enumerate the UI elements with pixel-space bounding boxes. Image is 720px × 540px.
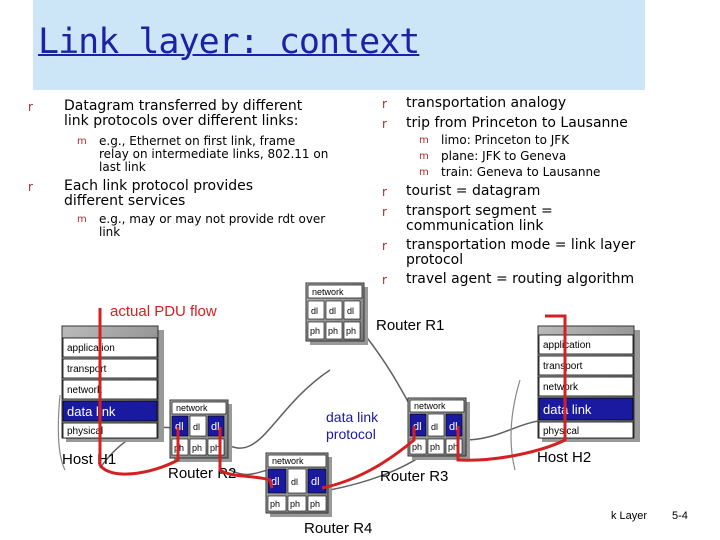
slide-title: Link layer: context [38, 22, 420, 62]
right-sub-1: limo: Princeton to JFK [441, 133, 570, 147]
right-bullet-3: tourist = datagram [406, 183, 541, 199]
h1-network-label: network [67, 385, 103, 396]
data-link-protocol-label-2: protocol [326, 426, 376, 442]
data-link-protocol-label-1: data link [326, 409, 379, 425]
footer-page: 5-4 [672, 510, 688, 522]
sub-marker: m [77, 214, 87, 225]
bullet-marker: r [382, 273, 387, 287]
bullet-marker: r [382, 117, 387, 131]
r2-dl-2: dl [193, 422, 201, 432]
right-bullet-4-line-1: transport segment = [406, 203, 553, 219]
r2-dl-3: dl [211, 421, 220, 433]
right-bullet-2: trip from Princeton to Lausanne [406, 115, 628, 131]
r4-ph-3: ph [310, 499, 321, 509]
h2-physical-label: physical [543, 426, 580, 437]
r1-ph-3: ph [346, 326, 357, 336]
right-bullet-4-line-2: communication link [406, 218, 544, 234]
r1-dl-2: dl [329, 306, 337, 316]
r3-ph-2: ph [430, 442, 441, 452]
r2-ph-3: ph [210, 443, 221, 453]
r2-ph-1: ph [174, 443, 185, 453]
r4-label: Router R4 [304, 520, 373, 537]
r1-ph-2: ph [328, 326, 339, 336]
r4-dl-3: dl [311, 476, 320, 488]
bullet-marker: r [382, 239, 387, 253]
r2-dl-1: dl [175, 421, 184, 433]
r3-network-label: network [414, 401, 446, 411]
router-r1 [306, 283, 444, 345]
right-bullet-5-line-2: protocol [406, 252, 464, 268]
left-sub-2-line-2: link [99, 225, 121, 239]
h1-application-label: application [67, 343, 115, 354]
h2-datalink-label: data link [543, 402, 592, 417]
r3-dl-3: dl [449, 421, 458, 433]
r3-dl-1: dl [413, 421, 422, 433]
left-sub-1-line-1: e.g., Ethernet on first link, frame [99, 134, 296, 148]
bullet-marker: r [28, 180, 33, 194]
r4-ph-2: ph [290, 499, 301, 509]
h2-label: Host H2 [537, 449, 592, 466]
right-sub-2: plane: JFK to Geneva [441, 149, 567, 163]
h1-physical-label: physical [67, 426, 104, 437]
sub-marker: m [419, 135, 429, 146]
left-bullet-1-line-1: Datagram transferred by different [64, 98, 303, 114]
sub-marker: m [419, 151, 429, 162]
r2-ph-2: ph [192, 443, 203, 453]
bullet-marker: r [382, 185, 387, 199]
r3-ph-3: ph [448, 442, 459, 452]
r4-ph-1: ph [270, 499, 281, 509]
r1-ph-1: ph [310, 326, 321, 336]
router-r4 [266, 453, 372, 537]
r1-label: Router R1 [376, 317, 445, 334]
left-bullet-2-line-2: different services [64, 193, 186, 209]
r4-dl-1: dl [271, 476, 280, 488]
h1-label: Host H1 [62, 451, 117, 468]
r3-label: Router R3 [380, 468, 449, 485]
h1-transport-label: transport [67, 364, 107, 375]
bullet-marker: r [382, 205, 387, 219]
left-sub-1-line-2: relay on intermediate links, 802.11 on [99, 147, 329, 161]
right-sub-3: train: Geneva to Lausanne [441, 165, 601, 179]
sub-marker: m [419, 167, 429, 178]
bullet-marker: r [28, 100, 33, 114]
h2-application-label: application [543, 340, 591, 351]
h2-network-label: network [543, 382, 579, 393]
right-bullet-5-line-1: transportation mode = link layer [406, 237, 636, 253]
h2-transport-label: transport [543, 361, 583, 372]
r1-network-label: network [312, 287, 344, 297]
r3-ph-1: ph [412, 442, 423, 452]
h1-datalink-label: data link [67, 404, 116, 419]
footer-chapter: k Layer [611, 510, 648, 522]
r4-dl-2: dl [291, 477, 299, 487]
bullet-marker: r [382, 97, 387, 111]
left-bullet-1-line-2: link protocols over different links: [64, 113, 299, 129]
left-bullet-2-line-1: Each link protocol provides [64, 178, 254, 194]
left-sub-2-line-1: e.g., may or may not provide rdt over [99, 212, 326, 226]
host-h1 [62, 326, 164, 468]
right-bullet-6: travel agent = routing algorithm [406, 271, 635, 287]
pdu-flow-label: actual PDU flow [110, 303, 217, 320]
r4-network-label: network [272, 456, 304, 466]
r1-dl-1: dl [311, 306, 319, 316]
left-sub-1-line-3: last link [99, 160, 146, 174]
r2-network-label: network [176, 403, 208, 413]
r1-dl-3: dl [347, 306, 355, 316]
sub-marker: m [77, 136, 87, 147]
r3-dl-2: dl [431, 422, 439, 432]
right-bullet-1: transportation analogy [406, 95, 567, 111]
r2-label: Router R2 [168, 465, 237, 482]
